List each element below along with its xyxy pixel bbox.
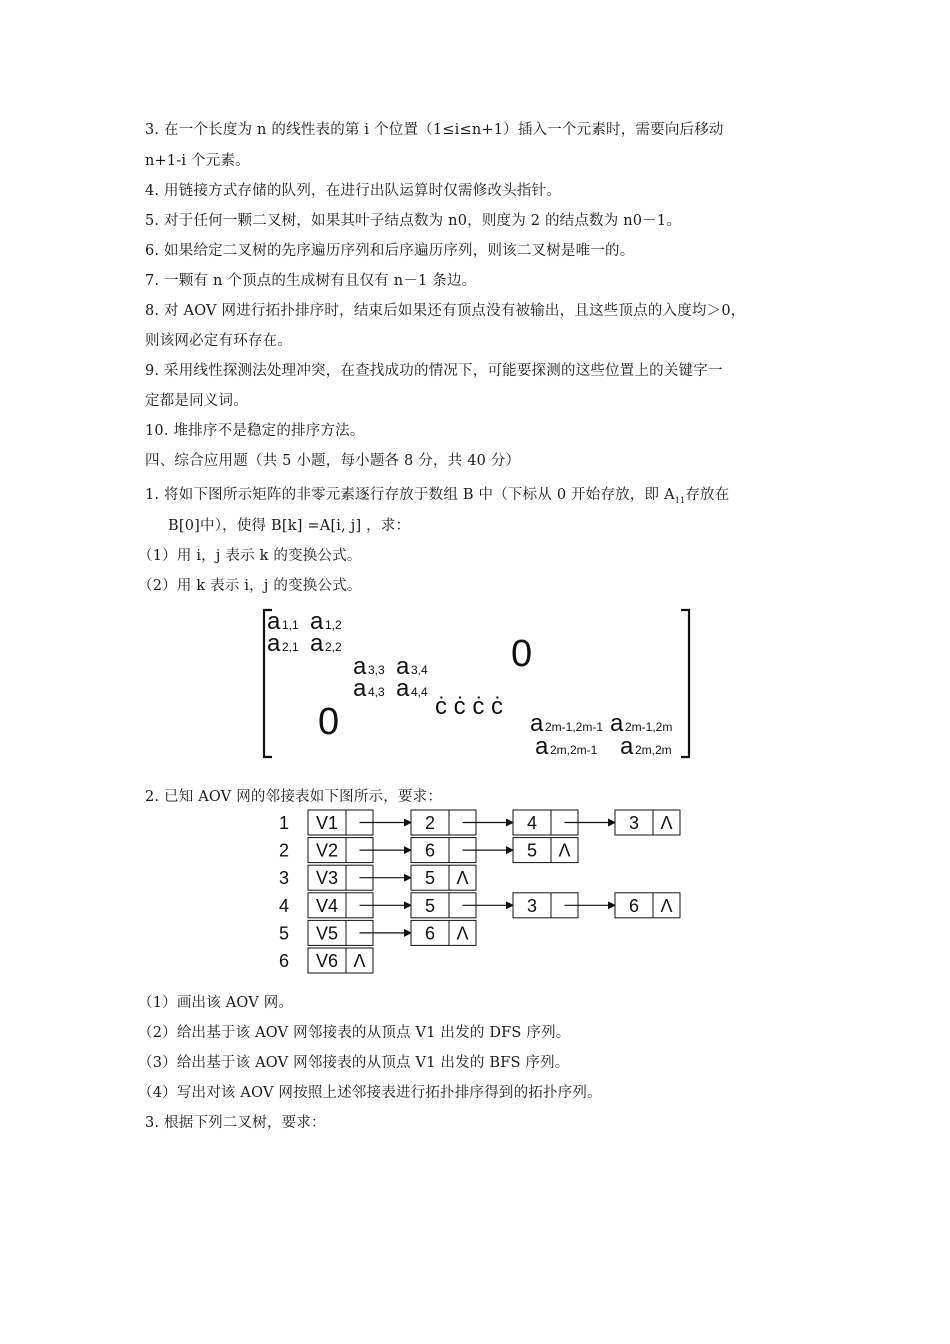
svg-text:4,4: 4,4	[411, 685, 428, 699]
row-index-5: 5	[278, 923, 290, 944]
node-row1-1-label: 4	[526, 813, 538, 833]
question-6: 6. 如果给定二叉树的先序遍历序列和后序遍历序列，则该二叉树是唯一的。	[145, 243, 635, 259]
node-row4-1-label: 3	[526, 895, 538, 916]
svg-text:3,3: 3,3	[368, 663, 385, 677]
node-row1-0-label: 2	[424, 813, 436, 833]
matrix-entry-a22	[310, 630, 342, 657]
svg-text:2,1: 2,1	[282, 640, 299, 654]
question-3-line-1: 3. 在一个长度为 n 的线性表的第 i 个位置（1≤i≤n+1）插入一个元素时，需要向后移动	[145, 122, 724, 138]
head-v4-label: V4	[315, 895, 339, 916]
question-10: 10. 堆排序不是稳定的排序方法。	[145, 423, 365, 439]
lower-zero: 0	[318, 701, 340, 743]
app-question-1-part-1: （1）用 i，j 表示 k 的变换公式。	[138, 548, 362, 564]
svg-text:a: a	[610, 710, 624, 737]
app-question-2-part-3: （3）给出基于该 AOV 网邻接表的从顶点 V1 出发的 BFS 序列。	[138, 1055, 570, 1071]
question-8-line-2: 则该网必定有环存在。	[145, 333, 292, 349]
svg-text:2m-1,2m-1: 2m-1,2m-1	[545, 720, 604, 734]
matrix-entry-a2m-2m	[620, 733, 672, 760]
svg-text:a: a	[530, 710, 544, 737]
svg-text:2m,2m: 2m,2m	[635, 743, 672, 757]
head-v5-label: V5	[315, 923, 339, 944]
row-index-6: 6	[278, 951, 290, 971]
app-question-2: 2. 已知 AOV 网的邻接表如下图所示，要求：	[145, 789, 443, 805]
node-row3-0-null: Λ	[456, 868, 469, 889]
app-question-1-part-2: （2）用 k 表示 i，j 的变换公式。	[138, 578, 362, 594]
svg-text:a: a	[267, 608, 281, 635]
svg-text:2m,2m-1: 2m,2m-1	[550, 743, 598, 757]
head-v2-label: V2	[315, 840, 339, 861]
subscript-11: 11	[674, 495, 686, 505]
svg-text:a: a	[353, 675, 367, 702]
app-question-1-text-end: 存放在	[685, 487, 730, 503]
app-question-2-part-4: （4）写出对该 AOV 网按照上述邻接表进行拓扑排序得到的拓扑序列。	[138, 1085, 602, 1101]
question-9-line-1: 9. 采用线性探测法处理冲突，在查找成功的情况下，可能要探测的这些位置上的关键字一	[145, 363, 723, 379]
svg-text:a: a	[310, 608, 324, 635]
question-5: 5. 对于任何一颗二叉树，如果其叶子结点数为 n0，则度为 2 的结点数为 n0－1。	[145, 213, 682, 229]
row-index-2: 2	[278, 840, 290, 861]
head-v1-label: V1	[315, 813, 339, 833]
matrix-entry-a44	[396, 675, 428, 702]
node-row4-0-label: 5	[424, 895, 436, 916]
svg-text:1,1: 1,1	[282, 618, 299, 632]
section-heading: 四、综合应用题（共 5 小题，每小题各 8 分，共 40 分）	[145, 453, 521, 469]
row-index-1: 1	[278, 813, 290, 833]
upper-zero: 0	[511, 633, 533, 675]
app-question-2-part-2: （2）给出基于该 AOV 网邻接表的从顶点 V1 出发的 DFS 序列。	[138, 1025, 571, 1041]
matrix-entry-a43	[353, 675, 385, 702]
node-row2-1-label: 5	[526, 840, 538, 861]
svg-text:2,2: 2,2	[325, 640, 342, 654]
svg-text:a: a	[267, 630, 281, 657]
app-question-1-line-1	[145, 483, 729, 505]
svg-text:2m-1,2m: 2m-1,2m	[625, 720, 673, 734]
svg-text:a: a	[535, 733, 549, 760]
question-9-line-2: 定都是同义词。	[145, 393, 248, 409]
head-v6-null: Λ	[353, 951, 366, 971]
svg-text:1,2: 1,2	[325, 618, 342, 632]
head-v6-label: V6	[315, 951, 339, 971]
head-v3-label: V3	[315, 868, 339, 889]
question-4: 4. 用链接方式存储的队列，在进行出队运算时仅需修改头指针。	[145, 183, 561, 199]
right-bracket	[681, 610, 689, 757]
diagonal-dots: ċ ċ ċ ċ	[435, 693, 504, 720]
svg-text:a: a	[396, 653, 410, 680]
question-8-line-1: 8. 对 AOV 网进行拓扑排序时，结束后如果还有顶点没有被输出，且这些顶点的入度均＞0，	[145, 303, 746, 319]
node-row1-2-label: 3	[628, 813, 640, 833]
matrix-entry-a21	[267, 630, 299, 657]
node-row1-2-null: Λ	[660, 813, 673, 833]
node-row2-0-label: 6	[424, 840, 436, 861]
row-index-3: 3	[278, 868, 290, 889]
svg-text:3,4: 3,4	[411, 663, 428, 677]
svg-text:a: a	[310, 630, 324, 657]
question-7: 7. 一颗有 n 个顶点的生成树有且仅有 n－1 条边。	[145, 273, 477, 289]
app-question-1-line-2: B[0]中），使得 B[k] =A[i, j] ，求：	[168, 518, 411, 534]
app-question-3: 3. 根据下列二叉树，要求：	[145, 1115, 326, 1131]
matrix-entry-a2m-2m-1	[535, 733, 598, 760]
svg-text:a: a	[353, 653, 367, 680]
node-row5-0-null: Λ	[456, 923, 469, 944]
node-row5-0-label: 6	[424, 923, 436, 944]
app-question-1-text: 1. 将如下图所示矩阵的非零元素逐行存放于数组 B 中（下标从 0 开始存放，即 A	[145, 487, 675, 503]
svg-text:4,3: 4,3	[368, 685, 385, 699]
node-row3-0-label: 5	[424, 868, 436, 889]
node-row4-2-null: Λ	[660, 895, 673, 916]
svg-text:a: a	[620, 733, 634, 760]
node-row2-1-null: Λ	[558, 840, 571, 861]
node-row4-2-label: 6	[628, 895, 640, 916]
app-question-2-part-1: （1）画出该 AOV 网。	[138, 995, 294, 1011]
adjacency-list-figure	[270, 808, 690, 980]
block-matrix-figure	[258, 604, 698, 764]
question-3-line-2: n+1-i 个元素。	[145, 153, 250, 169]
row-index-4: 4	[278, 895, 290, 916]
svg-text:a: a	[396, 675, 410, 702]
